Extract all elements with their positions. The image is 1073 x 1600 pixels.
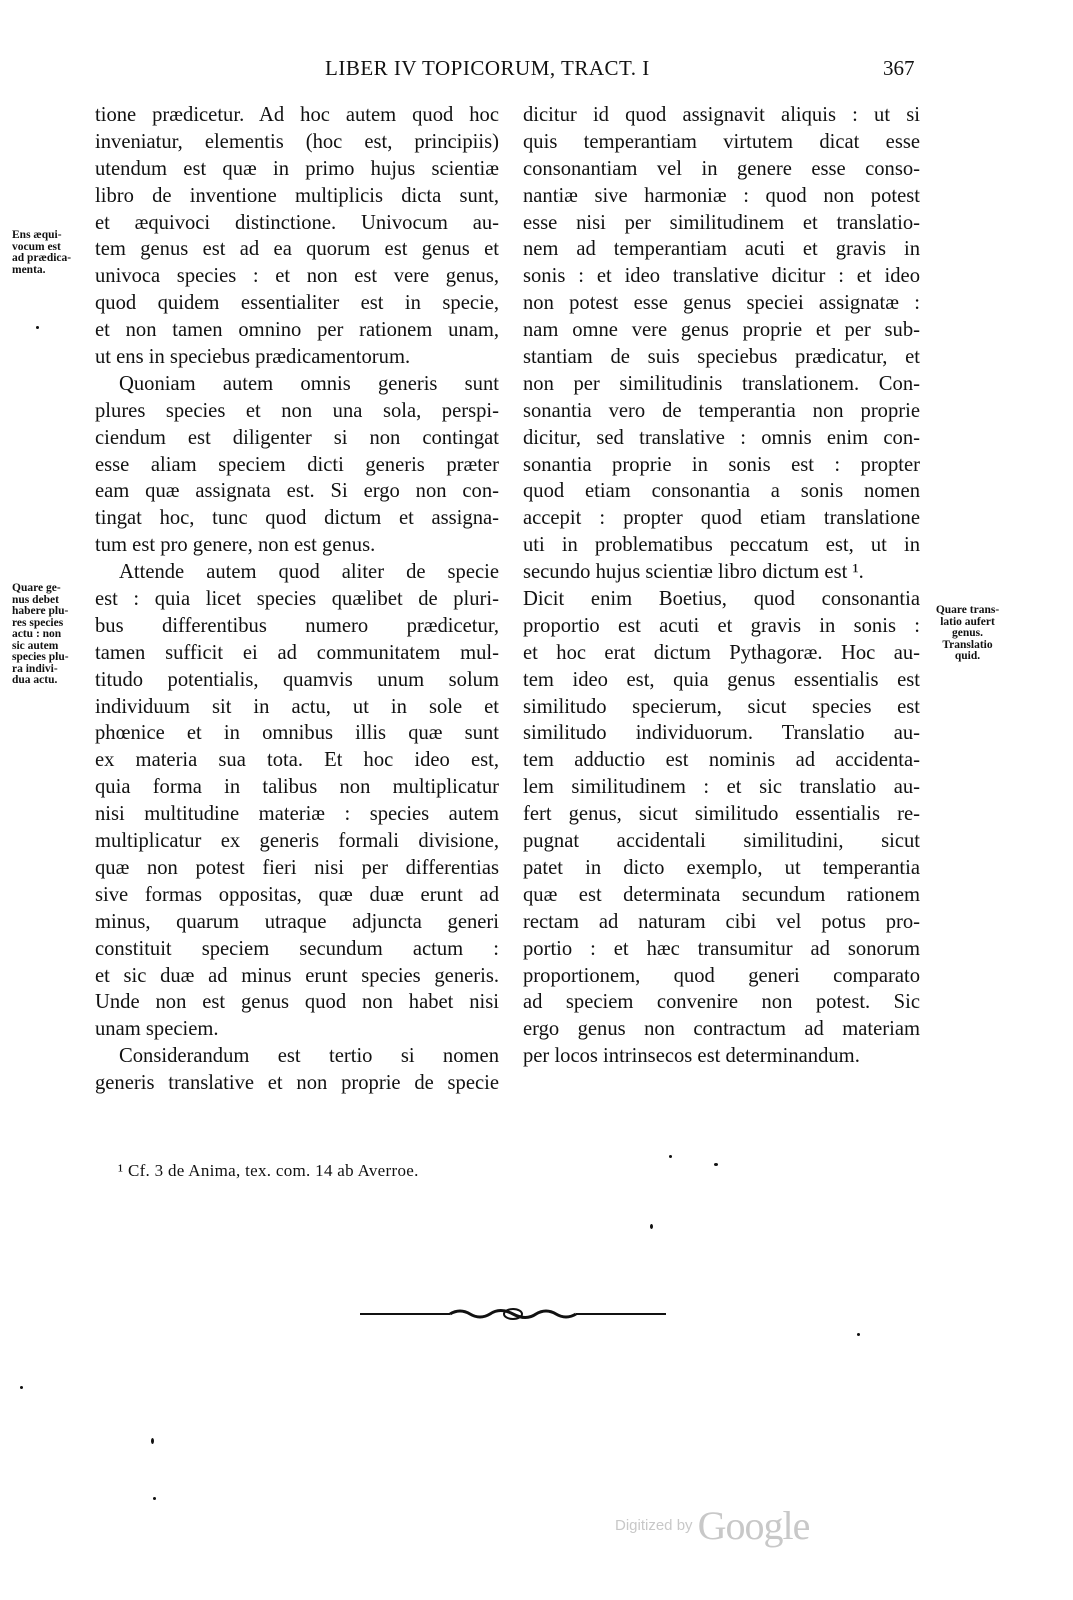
google-logo: Google xyxy=(697,1503,810,1548)
text-line: univoca species : et non est vere genus, xyxy=(95,265,499,288)
text-line: inveniatur, elementis (hoc est, principiis) xyxy=(95,130,499,153)
text-line: proportio est acuti et gravis in sonis : xyxy=(523,614,920,637)
text-line: quod etiam consonantia a sonis nomen xyxy=(523,480,920,503)
ornamental-divider xyxy=(360,1304,666,1324)
print-speck xyxy=(36,326,39,329)
digitized-by-google-watermark xyxy=(615,1502,809,1549)
text-line: dicitur, sed translative : omnis enim con- xyxy=(523,426,920,449)
margin-note-line: ra indivi- xyxy=(12,662,58,675)
text-line: Considerandum est tertio si nomen xyxy=(119,1045,499,1068)
margin-note-line: quid. xyxy=(954,650,981,662)
margin-note-quare-translatio xyxy=(925,605,1010,663)
print-speck xyxy=(857,1333,860,1336)
text-line: tione prædicetur. Ad hoc autem quod hoc xyxy=(95,104,499,126)
text-line: similitudo individuorum. Translatio au- xyxy=(523,722,920,745)
text-line: est : quia licet species quælibet de pluri- xyxy=(95,588,499,611)
text-line: quia forma in talibus non multiplicatur xyxy=(95,776,499,799)
text-line: plures species et non una sola, perspi- xyxy=(95,399,499,422)
text-line: nisi multitudine materiæ : species autem xyxy=(95,803,499,826)
text-line: consonantiam vel in genere esse conso- xyxy=(523,157,920,180)
text-line: tem genus est ad ea quorum est genus et xyxy=(95,238,499,261)
margin-note-line: habere plu- xyxy=(12,605,69,617)
margin-note-ens-aequivocum xyxy=(12,230,92,276)
watermark-prefix: Digitized by xyxy=(615,1517,693,1534)
margin-note-line: ad prædica- xyxy=(12,252,72,264)
print-speck xyxy=(153,1497,156,1500)
text-line: ad speciem convenire non potest. Sic xyxy=(523,991,920,1014)
text-line: generis translative et non proprie de specie xyxy=(95,1072,499,1095)
left-text-column xyxy=(95,102,499,1097)
text-line: nantiæ sive harmoniæ : quod non potest xyxy=(523,184,920,207)
text-line: individuum sit in actu, ut in sole et xyxy=(95,695,499,718)
page-number: 367 xyxy=(883,56,915,80)
right-text-column xyxy=(523,102,920,1070)
text-line: nam omne vere genus proprie et per sub- xyxy=(523,319,920,342)
text-line: titudo potentialis, quamvis unum solum xyxy=(95,668,499,691)
print-speck xyxy=(650,1224,653,1229)
text-line: ergo genus non contractum ad materiam xyxy=(523,1018,920,1041)
margin-note-quare-genus xyxy=(12,583,92,687)
text-line: tem ideo est, quia genus essentialis est xyxy=(523,668,920,691)
text-line: quod quidem essentialiter est in specie, xyxy=(95,292,499,315)
margin-note-line: dua actu. xyxy=(12,674,58,686)
text-line: ciendum est diligenter si non contingat xyxy=(95,426,499,449)
text-line: Attende autem quod aliter de specie xyxy=(119,561,499,584)
text-line: bus differentibus numero prædicetur, xyxy=(95,614,499,637)
text-line: et æquivoci distinctione. Univocum au- xyxy=(95,211,499,234)
margin-note-line: latio aufert xyxy=(940,615,995,628)
text-line: sonantia proprie in sonis est : propter xyxy=(523,453,920,476)
text-line: et hoc erat dictum Pythagoræ. Hoc au- xyxy=(523,641,920,664)
text-line: Unde non est genus quod non habet nisi xyxy=(95,991,499,1014)
margin-note-line: vocum est xyxy=(12,240,61,253)
margin-note-line: res species xyxy=(12,616,64,629)
text-line: lem similitudinem : et sic translatio au- xyxy=(523,776,920,799)
text-line: tum est pro genere, non est genus. xyxy=(95,534,376,557)
text-line: esse nisi per similitudinem et translatio- xyxy=(523,211,920,234)
text-line: ut ens in speciebus prædicamentorum. xyxy=(95,346,411,369)
text-line: sonis : et ideo translative dicitur : et ideo xyxy=(523,265,920,288)
running-title: LIBER IV TOPICORUM, TRACT. I xyxy=(325,56,650,80)
text-line: constituit speciem secundum actum : xyxy=(95,937,499,960)
text-line: dicitur id quod assignavit aliquis : ut si xyxy=(523,104,920,126)
text-line: accepit : propter quod etiam translatione xyxy=(523,507,920,530)
print-speck xyxy=(151,1438,154,1444)
text-line: non potest esse genus speciei assignatæ : xyxy=(523,292,920,315)
text-line: tem adductio est nominis ad accidenta- xyxy=(523,749,920,772)
text-line: et non tamen omnino per rationem unam, xyxy=(95,319,499,342)
margin-note-line: sic autem xyxy=(12,639,59,652)
text-line: patet in dicto exemplo, ut temperantia xyxy=(523,856,920,879)
margin-note-line: Translatio xyxy=(942,638,993,651)
text-line: rectam ad naturam cibi vel potus pro- xyxy=(523,910,920,933)
text-line: libro de inventione multiplicis dicta sunt, xyxy=(95,184,499,207)
text-line: Dicit enim Boetius, quod consonantia xyxy=(523,588,920,611)
print-speck xyxy=(714,1163,718,1166)
print-speck xyxy=(20,1386,23,1389)
margin-note-line: genus. xyxy=(952,627,983,639)
text-line: uti in problematibus peccatum est, ut in xyxy=(523,534,920,557)
text-line: quis temperantiam virtutem dicat esse xyxy=(523,130,920,153)
margin-note-line: Ens æqui- xyxy=(12,229,62,241)
text-line: portio : et hæc transumitur ad sonorum xyxy=(523,937,920,960)
text-line: nem ad temperantiam acuti et gravis in xyxy=(523,238,920,261)
text-line: tamen sufficit ei ad communitatem mul- xyxy=(95,641,499,664)
text-line: fert genus, sicut similitudo essentialis re- xyxy=(523,803,920,826)
margin-note-line: Quare trans- xyxy=(935,604,1000,616)
text-line: per locos intrinsecos est determinandum. xyxy=(523,1045,860,1068)
text-line: unam speciem. xyxy=(95,1018,219,1041)
text-line: proportionem, quod generi comparato xyxy=(523,964,920,987)
margin-note-line: nus debet xyxy=(12,593,59,606)
margin-note-line: actu : non xyxy=(12,628,62,640)
text-line: non per similitudinis translationem. Con- xyxy=(523,372,920,395)
margin-note-line: species plu- xyxy=(12,651,69,663)
text-line: similitudo specierum, sicut species est xyxy=(523,695,920,718)
text-line: minus, quarum utraque adjuncta generi xyxy=(95,910,499,933)
text-line: et sic duæ ad minus erunt species generis. xyxy=(95,964,499,987)
text-line: tingat hoc, tunc quod dictum et assigna- xyxy=(95,507,499,530)
text-line: quæ est determinata secundum rationem xyxy=(523,883,920,906)
text-line: sive formas oppositas, quæ duæ erunt ad xyxy=(95,883,499,906)
text-line: pugnat accidentali similitudini, sicut xyxy=(523,830,920,853)
text-line: quæ non potest fieri nisi per differentias xyxy=(95,856,499,879)
text-line: Quoniam autem omnis generis sunt xyxy=(119,372,499,395)
text-line: utendum est quæ in primo hujus scientiæ xyxy=(95,157,499,180)
text-line: eam quæ assignata est. Si ergo non con- xyxy=(95,480,499,503)
text-line: sonantia vero de temperantia non proprie xyxy=(523,399,920,422)
text-line: secundo hujus scientiæ libro dictum est ¹. xyxy=(523,561,864,584)
margin-note-line: menta. xyxy=(12,263,46,276)
text-line: multiplicatur ex generis formali divisione, xyxy=(95,830,499,853)
print-speck xyxy=(669,1155,672,1158)
page-header xyxy=(0,52,1073,92)
text-line: phœnice et in omnibus illis quæ sunt xyxy=(95,722,499,745)
footnote: ¹ Cf. 3 de Anima, tex. com. 14 ab Averroe. xyxy=(118,1161,419,1180)
text-line: stantiam de suis speciebus prædicatur, et xyxy=(523,346,920,369)
text-line: esse aliam speciem dicti generis præter xyxy=(95,453,499,476)
margin-note-line: Quare ge- xyxy=(12,582,61,594)
text-line: ex materia sua tota. Et hoc ideo est, xyxy=(95,749,499,772)
